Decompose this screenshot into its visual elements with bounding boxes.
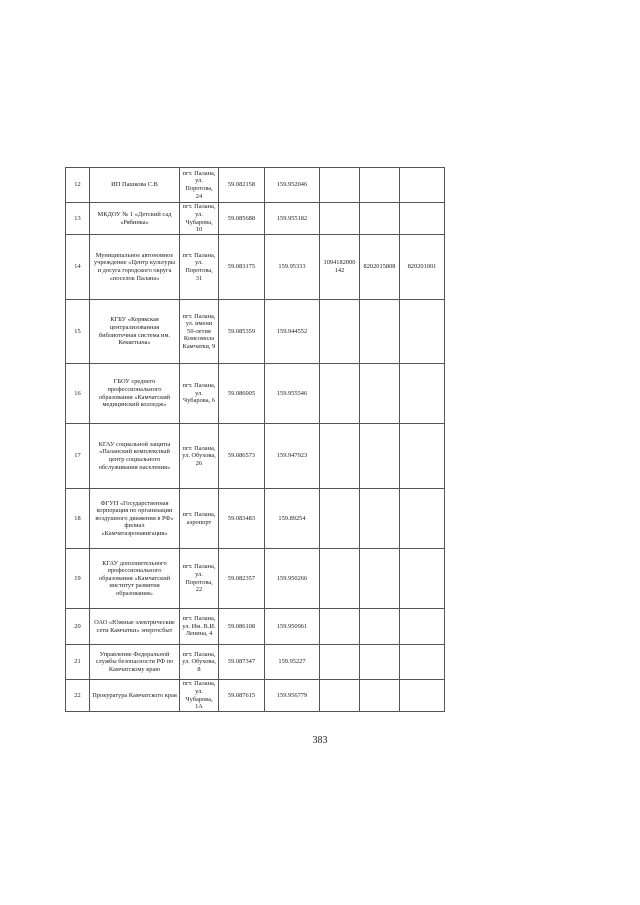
inn-cell bbox=[360, 364, 400, 424]
organization-name-cell: ФГУП «Государственная корпорация по организации воздушного движения в РФ» филиал «Камчатаэронавигация» bbox=[90, 489, 180, 549]
latitude-cell: 59.083175 bbox=[219, 235, 265, 300]
ogrn-cell bbox=[320, 609, 360, 645]
inn-cell bbox=[360, 300, 400, 364]
row-number-cell: 19 bbox=[66, 549, 90, 609]
ogrn-cell bbox=[320, 364, 360, 424]
address-cell: пгт. Палана, ул. Чубарова, 10 bbox=[180, 203, 219, 235]
kpp-cell bbox=[400, 424, 445, 489]
ogrn-cell bbox=[320, 203, 360, 235]
longitude-cell: 159.95333 bbox=[265, 235, 320, 300]
longitude-cell: 159.956779 bbox=[265, 680, 320, 712]
ogrn-cell bbox=[320, 489, 360, 549]
address-cell: пгт. Палана, ул. Поротова, 22 bbox=[180, 549, 219, 609]
kpp-cell bbox=[400, 203, 445, 235]
table-row bbox=[66, 549, 445, 609]
organization-name-cell: ИП Пашкова С.В bbox=[90, 168, 180, 203]
longitude-cell: 159.944552 bbox=[265, 300, 320, 364]
table-row bbox=[66, 424, 445, 489]
page-number: 383 bbox=[312, 735, 328, 746]
address-cell: пгт. Палана, аэропорт bbox=[180, 489, 219, 549]
row-number-cell: 16 bbox=[66, 364, 90, 424]
address-cell: пгт. Палана, ул. Им. В.И. Ленина, 4 bbox=[180, 609, 219, 645]
inn-cell bbox=[360, 168, 400, 203]
table-body bbox=[66, 168, 445, 712]
organization-name-cell: Муниципальное автономное учреждение «Центр культуры и досуга городского округа «поселок Палана» bbox=[90, 235, 180, 300]
row-number-cell: 14 bbox=[66, 235, 90, 300]
row-number-cell: 22 bbox=[66, 680, 90, 712]
longitude-cell: 159.955546 bbox=[265, 364, 320, 424]
address-cell: пгт. Палана, ул. Поротова, 31 bbox=[180, 235, 219, 300]
table-row bbox=[66, 609, 445, 645]
row-number-cell: 21 bbox=[66, 645, 90, 680]
address-cell: пгт. Палана, ул. Поротова, 24 bbox=[180, 168, 219, 203]
table-row bbox=[66, 489, 445, 549]
ogrn-cell bbox=[320, 549, 360, 609]
latitude-cell: 59.086005 bbox=[219, 364, 265, 424]
kpp-cell bbox=[400, 300, 445, 364]
inn-cell bbox=[360, 680, 400, 712]
table-row bbox=[66, 235, 445, 300]
longitude-cell: 159.95227 bbox=[265, 645, 320, 680]
inn-cell bbox=[360, 645, 400, 680]
organization-name-cell: ГБОУ среднего профессионального образования «Камчатский медицинский колледж» bbox=[90, 364, 180, 424]
longitude-cell: 159.950961 bbox=[265, 609, 320, 645]
latitude-cell: 59.085688 bbox=[219, 203, 265, 235]
inn-cell bbox=[360, 609, 400, 645]
longitude-cell: 159.89254 bbox=[265, 489, 320, 549]
table-row bbox=[66, 680, 445, 712]
latitude-cell: 59.087615 bbox=[219, 680, 265, 712]
address-cell: пгт. Палана, ул. Чубарова, 6 bbox=[180, 364, 219, 424]
organization-name-cell: КГБУ «Корякская централизованная библиотечная система им. Кеккетына» bbox=[90, 300, 180, 364]
row-number-cell: 15 bbox=[66, 300, 90, 364]
row-number-cell: 13 bbox=[66, 203, 90, 235]
inn-cell bbox=[360, 424, 400, 489]
ogrn-cell bbox=[320, 424, 360, 489]
ogrn-cell bbox=[320, 168, 360, 203]
organization-name-cell: КГАУ дополнительного профессионального образования «Камчатский институт развития образования» bbox=[90, 549, 180, 609]
ogrn-cell bbox=[320, 300, 360, 364]
kpp-cell bbox=[400, 645, 445, 680]
row-number-cell: 20 bbox=[66, 609, 90, 645]
inn-cell: 8202015808 bbox=[360, 235, 400, 300]
row-number-cell: 18 bbox=[66, 489, 90, 549]
address-cell: пгт. Палана, ул. имени 50-летия Комсомола Камчатки, 9 bbox=[180, 300, 219, 364]
ogrn-cell: 1094182000142 bbox=[320, 235, 360, 300]
kpp-cell bbox=[400, 609, 445, 645]
latitude-cell: 59.083483 bbox=[219, 489, 265, 549]
inn-cell bbox=[360, 489, 400, 549]
table-row bbox=[66, 645, 445, 680]
ogrn-cell bbox=[320, 645, 360, 680]
organization-name-cell: МКДОУ № 1 «Детский сад «Рябинка» bbox=[90, 203, 180, 235]
table-row bbox=[66, 168, 445, 203]
latitude-cell: 59.082357 bbox=[219, 549, 265, 609]
longitude-cell: 159.955182 bbox=[265, 203, 320, 235]
organizations-table bbox=[65, 167, 445, 712]
kpp-cell: 820201001 bbox=[400, 235, 445, 300]
latitude-cell: 59.085359 bbox=[219, 300, 265, 364]
row-number-cell: 12 bbox=[66, 168, 90, 203]
inn-cell bbox=[360, 203, 400, 235]
organization-name-cell: ОАО «Южные электрические сети Камчатки» энергосбыт bbox=[90, 609, 180, 645]
latitude-cell: 59.086573 bbox=[219, 424, 265, 489]
kpp-cell bbox=[400, 168, 445, 203]
ogrn-cell bbox=[320, 680, 360, 712]
address-cell: пгт. Палана, ул. Обухова, 26 bbox=[180, 424, 219, 489]
kpp-cell bbox=[400, 549, 445, 609]
organization-name-cell: Управление Федеральной службы безопасности РФ по Камчатскому краю bbox=[90, 645, 180, 680]
table-row bbox=[66, 203, 445, 235]
organization-name-cell: Прокуратура Камчатского края bbox=[90, 680, 180, 712]
address-cell: пгт. Палана, ул. Чубарова, 1А bbox=[180, 680, 219, 712]
latitude-cell: 59.087347 bbox=[219, 645, 265, 680]
kpp-cell bbox=[400, 680, 445, 712]
table-row bbox=[66, 364, 445, 424]
longitude-cell: 159.947923 bbox=[265, 424, 320, 489]
table-row bbox=[66, 300, 445, 364]
address-cell: пгт. Палана, ул. Обухова, 8 bbox=[180, 645, 219, 680]
latitude-cell: 59.082158 bbox=[219, 168, 265, 203]
row-number-cell: 17 bbox=[66, 424, 90, 489]
latitude-cell: 59.086108 bbox=[219, 609, 265, 645]
longitude-cell: 159.952046 bbox=[265, 168, 320, 203]
longitude-cell: 159.950266 bbox=[265, 549, 320, 609]
organization-name-cell: КГАУ социальной защиты «Паланский комплексный центр социального обслуживания населения» bbox=[90, 424, 180, 489]
kpp-cell bbox=[400, 489, 445, 549]
kpp-cell bbox=[400, 364, 445, 424]
inn-cell bbox=[360, 549, 400, 609]
